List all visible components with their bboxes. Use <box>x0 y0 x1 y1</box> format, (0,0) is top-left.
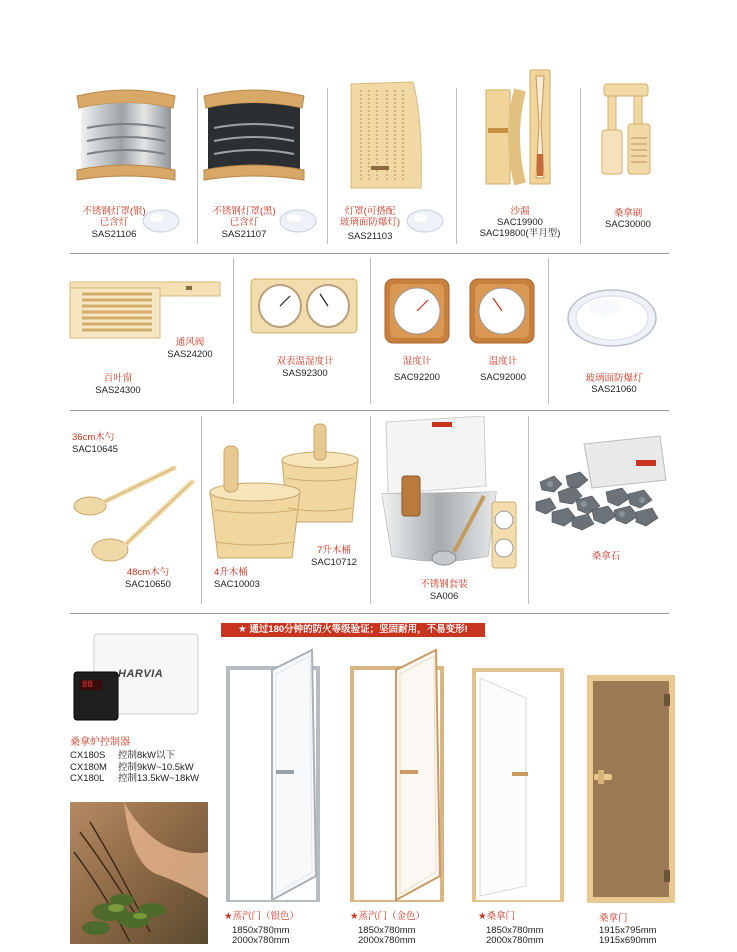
model-code: CX180L <box>70 773 105 784</box>
product-name: 沙漏 <box>510 206 530 217</box>
birch-whisk-photo <box>70 802 208 944</box>
product-name: 不锈钢灯罩(银) <box>82 206 146 217</box>
door-size: 2000x780mm <box>486 935 544 946</box>
controller-models <box>70 750 199 785</box>
sauna-stones-image <box>532 430 668 534</box>
controller-display: 88 <box>82 680 93 690</box>
product-code: SAC10650 <box>125 579 171 590</box>
product-name: 通风阀 <box>175 337 205 348</box>
door-name: 蒸汽门（金色） <box>358 911 426 922</box>
divider <box>580 88 581 244</box>
door-name: 桑拿门 <box>599 913 628 924</box>
product-sub: 玻璃面防爆灯) <box>339 217 401 228</box>
product-name: 48cm木勺 <box>126 567 170 578</box>
product-name: 不锈钢灯罩(黑) <box>212 206 276 217</box>
wooden-buckets-image <box>206 418 366 564</box>
product-name: 双表温湿度计 <box>276 356 334 367</box>
sand-timer-image <box>484 68 556 188</box>
door-size: 2000x780mm <box>232 935 290 946</box>
divider <box>70 253 669 254</box>
controller-model-row <box>70 750 199 762</box>
product-code: SAC92200 <box>394 372 440 383</box>
product-sub: 已含灯 <box>99 217 129 228</box>
star-icon: ★ <box>238 624 250 635</box>
explosion-proof-lamp-image <box>564 278 660 350</box>
divider <box>456 88 457 244</box>
product-code: SAS24300 <box>95 385 141 396</box>
product-code: SAC19900 <box>497 217 543 228</box>
product-code: SAC10712 <box>311 557 357 568</box>
divider <box>370 258 371 404</box>
sauna-door-clear-image <box>472 668 564 902</box>
divider <box>528 416 529 604</box>
model-desc: 控制13.5kW~18kW <box>118 773 200 784</box>
divider <box>548 258 549 404</box>
wooden-ladles-image <box>70 460 200 570</box>
product-sub: 已含灯 <box>229 217 259 228</box>
lamp-shade-black-image <box>202 86 306 184</box>
model-desc: 控制9kW~10.5kW <box>118 761 194 773</box>
wooden-lamp-shade-image <box>347 80 425 190</box>
door-size: 2000x780mm <box>358 935 416 946</box>
door-name: 桑拿门 <box>486 911 516 922</box>
product-code: SAC30000 <box>605 219 651 230</box>
product-code: SAC10645 <box>72 444 118 455</box>
product-code: SAC92000 <box>480 372 526 383</box>
star-icon: ★ <box>224 911 233 922</box>
divider <box>201 416 202 604</box>
door-caption <box>599 910 628 924</box>
product-name: 湿度计 <box>402 356 432 367</box>
door-size: 1850x780mm <box>232 925 290 936</box>
door-size: 1915x795mm <box>599 925 657 936</box>
product-name: 7升木桶 <box>317 545 351 556</box>
product-code: SAS21106 <box>91 229 137 240</box>
door-size: 1915x690mm <box>599 935 657 946</box>
product-code-alt: SAC19800(半月型) <box>479 228 561 239</box>
model-code: CX180M <box>70 761 107 773</box>
product-code: SAS24200 <box>167 349 213 360</box>
product-code: SAS21103 <box>347 231 393 242</box>
product-code: SAC10003 <box>214 579 260 590</box>
fire-rating-banner <box>221 623 485 637</box>
product-code: SAS21060 <box>591 384 637 395</box>
product-name: 玻璃面防爆灯 <box>585 373 643 384</box>
product-name: 百叶窗 <box>103 373 133 384</box>
product-name: 36cm木勺 <box>72 432 115 443</box>
controller-model-row <box>70 773 199 785</box>
divider <box>233 258 234 404</box>
sauna-brush-image <box>598 80 654 184</box>
model-code: CX180S <box>70 750 106 761</box>
model-desc: 控制8kW以下 <box>118 750 176 761</box>
banner-text: 通过180分钟的防火等级验证；坚固耐用，不易变形! <box>249 624 468 635</box>
door-caption <box>478 908 515 922</box>
door-name: 蒸汽门（银色） <box>232 911 300 922</box>
controller-brand: HARVIA <box>118 668 164 680</box>
sauna-door-bronze-image <box>586 674 676 904</box>
product-code: SA006 <box>429 591 459 602</box>
thermometer-image <box>469 278 535 344</box>
lamp-shade-silver-image <box>75 86 177 184</box>
door-caption <box>224 908 299 922</box>
steam-door-gold-image <box>348 646 450 902</box>
product-code: SAS92300 <box>282 368 328 379</box>
product-name: 4升木桶 <box>214 567 248 578</box>
dual-thermo-hygrometer-image <box>250 278 358 334</box>
product-name: 灯罩(可搭配 <box>344 206 396 217</box>
star-icon: ★ <box>478 911 487 922</box>
door-size: 1850x780mm <box>358 925 416 936</box>
product-code: SAS21107 <box>221 229 267 240</box>
product-name: 不锈钢套装 <box>420 579 468 590</box>
door-size: 1850x780mm <box>486 925 544 936</box>
controller-model-row <box>70 762 199 774</box>
product-name: 温度计 <box>488 356 518 367</box>
divider <box>70 410 669 411</box>
divider <box>70 613 669 614</box>
divider <box>370 416 371 604</box>
steam-door-silver-image <box>224 646 326 902</box>
stainless-steel-set-image <box>380 416 522 574</box>
louver-window-image <box>68 278 228 340</box>
product-name: 桑拿刷 <box>613 208 643 219</box>
product-name: 桑拿石 <box>591 551 621 562</box>
door-caption <box>350 908 425 922</box>
star-icon: ★ <box>350 911 359 922</box>
controller-title: 桑拿炉控制器 <box>70 737 130 748</box>
hygrometer-image <box>384 278 450 344</box>
